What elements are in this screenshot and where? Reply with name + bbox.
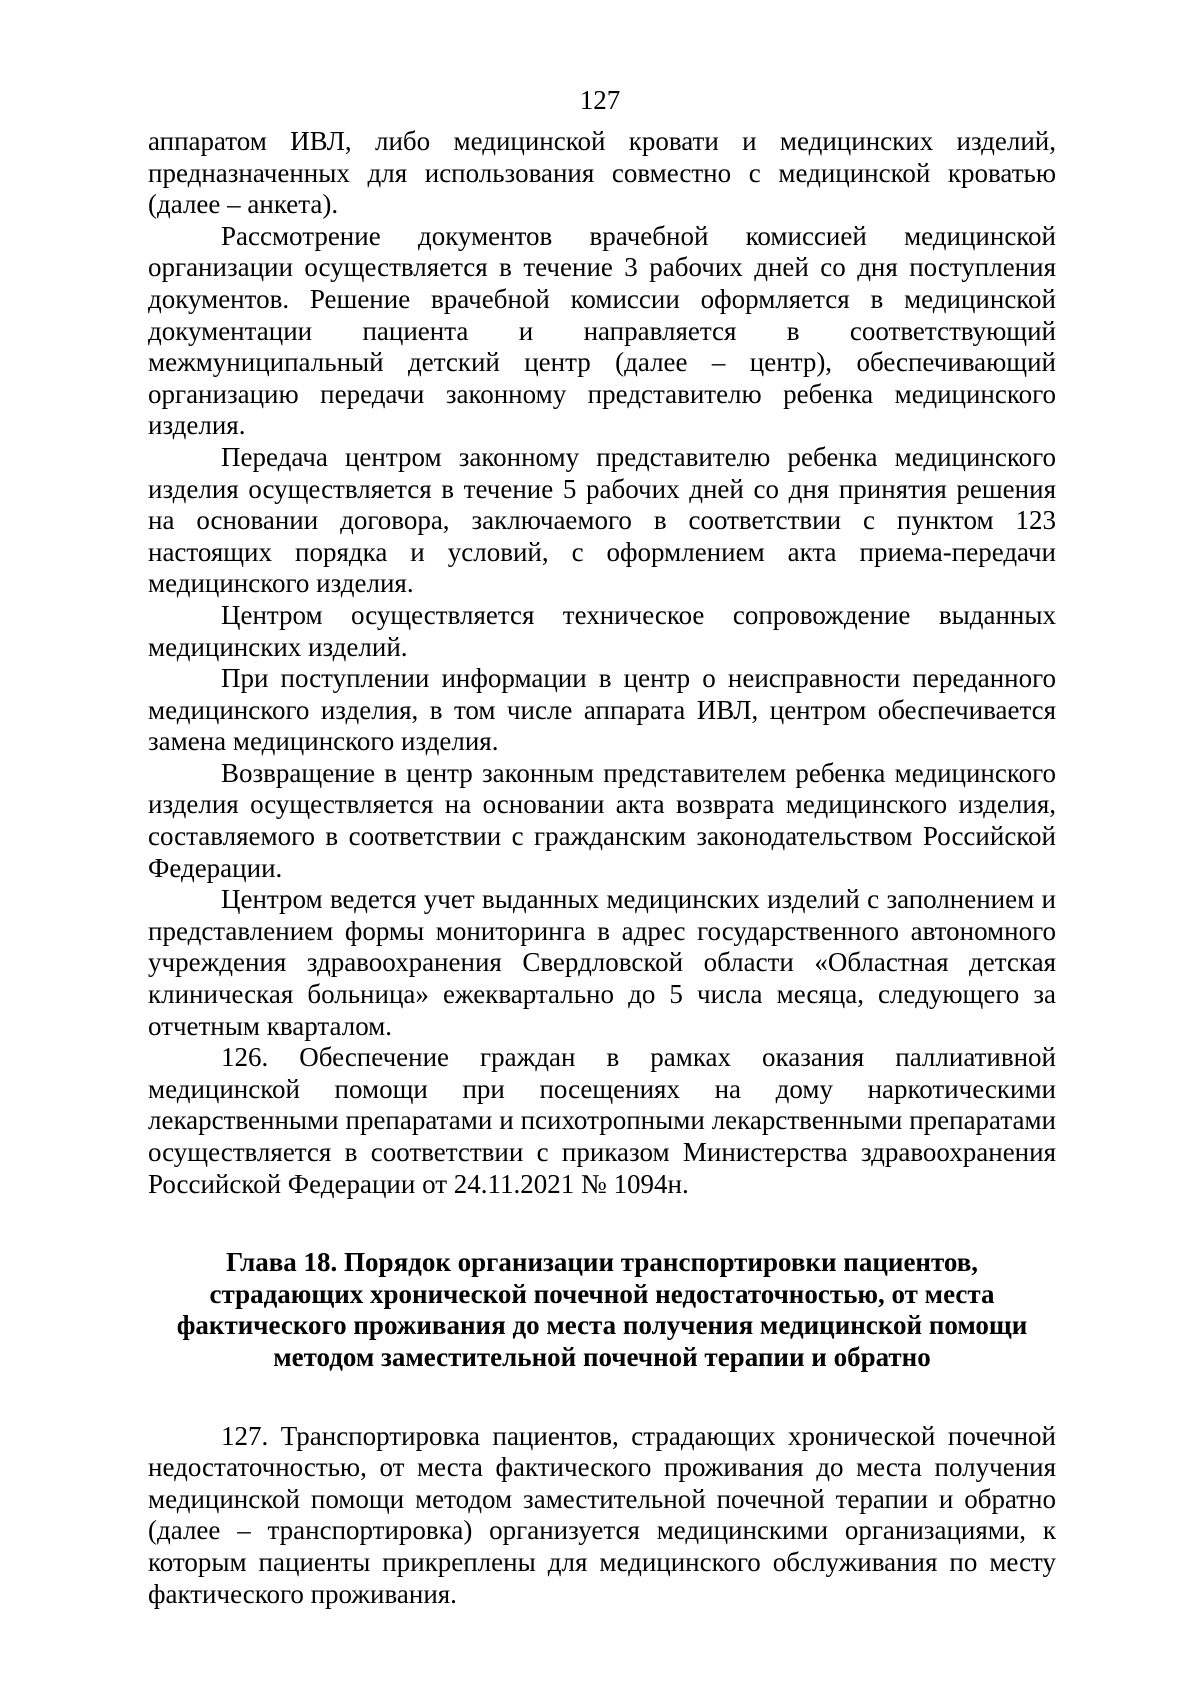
paragraph-monitoring: Центром ведется учет выданных медицинских изделий с заполнением и представлением формы мониторинга в адрес государственного автономного учреждения здравоохранения Свердловской области «Областная детская клиническая больница» ежеквартально до 5 числа месяца, следующего за отчетным кварталом. (148, 884, 1056, 1041)
document-body (148, 126, 1056, 1610)
paragraph-continuation: аппаратом ИВЛ, либо медицинской кровати и медицинских изделий, предназначенных для использования совместно с медицинской кроватью (далее – анкета). (148, 126, 1056, 220)
paragraph-device-transfer: Передача центром законному представителю ребенка медицинского изделия осуществляется в течение 5 рабочих дней со дня принятия решения на основании договора, заключаемого в соответствии с пунктом 123 настоящих порядка и условий, с оформлением акта приема-передачи медицинского изделия. (148, 441, 1056, 599)
paragraph-device-replacement: При поступлении информации в центр о неисправности переданного медицинского изделия, в том числе аппарата ИВЛ, центром обеспечивается замена медицинского изделия. (148, 663, 1056, 757)
paragraph-commission-review: Рассмотрение документов врачебной комиссией медицинской организации осуществляется в течение 3 рабочих дней со дня поступления документов. Решение врачебной комиссии оформляется в медицинской документации пациента и направляется в соответствующий межмуниципальный детский центр (далее – центр), обеспечивающий организацию передачи законному представителю ребенка медицинского изделия. (148, 220, 1056, 441)
page-number: 127 (579, 85, 621, 115)
chapter-title: Глава 18. Порядок организации транспортировки пациентов, страдающих хронической почечной недостаточностью, от места фактического проживания до места получения медицинской помощи методом заместительной почечной терапии и обратно (176, 1247, 1028, 1372)
paragraph-technical-support: Центром осуществляется техническое сопровождение выданных медицинских изделий. (148, 599, 1056, 662)
paragraph-item-126: 126. Обеспечение граждан в рамках оказания паллиативной медицинской помощи при посещениях на дому наркотическими лекарственными препаратами и психотропными лекарственными препаратами осуществляется в соответствии с приказом Министерства здравоохранения Российской Федерации от 24.11.2021 № 1094н. (148, 1042, 1056, 1199)
paragraph-device-return: Возвращение в центр законным представителем ребенка медицинского изделия осуществляется на основании акта возврата медицинского изделия, составляемого в соответствии с гражданским законодательством Российской Федерации. (148, 757, 1056, 883)
paragraph-item-127: 127. Транспортировка пациентов, страдающих хронической почечной недостаточностью, от места фактического проживания до места получения медицинской помощи методом заместительной почечной терапии и обратно (далее – транспортировка) организуется медицинскими организациями, к которым пациенты прикреплены для медицинского обслуживания по месту фактического проживания. (148, 1420, 1056, 1609)
